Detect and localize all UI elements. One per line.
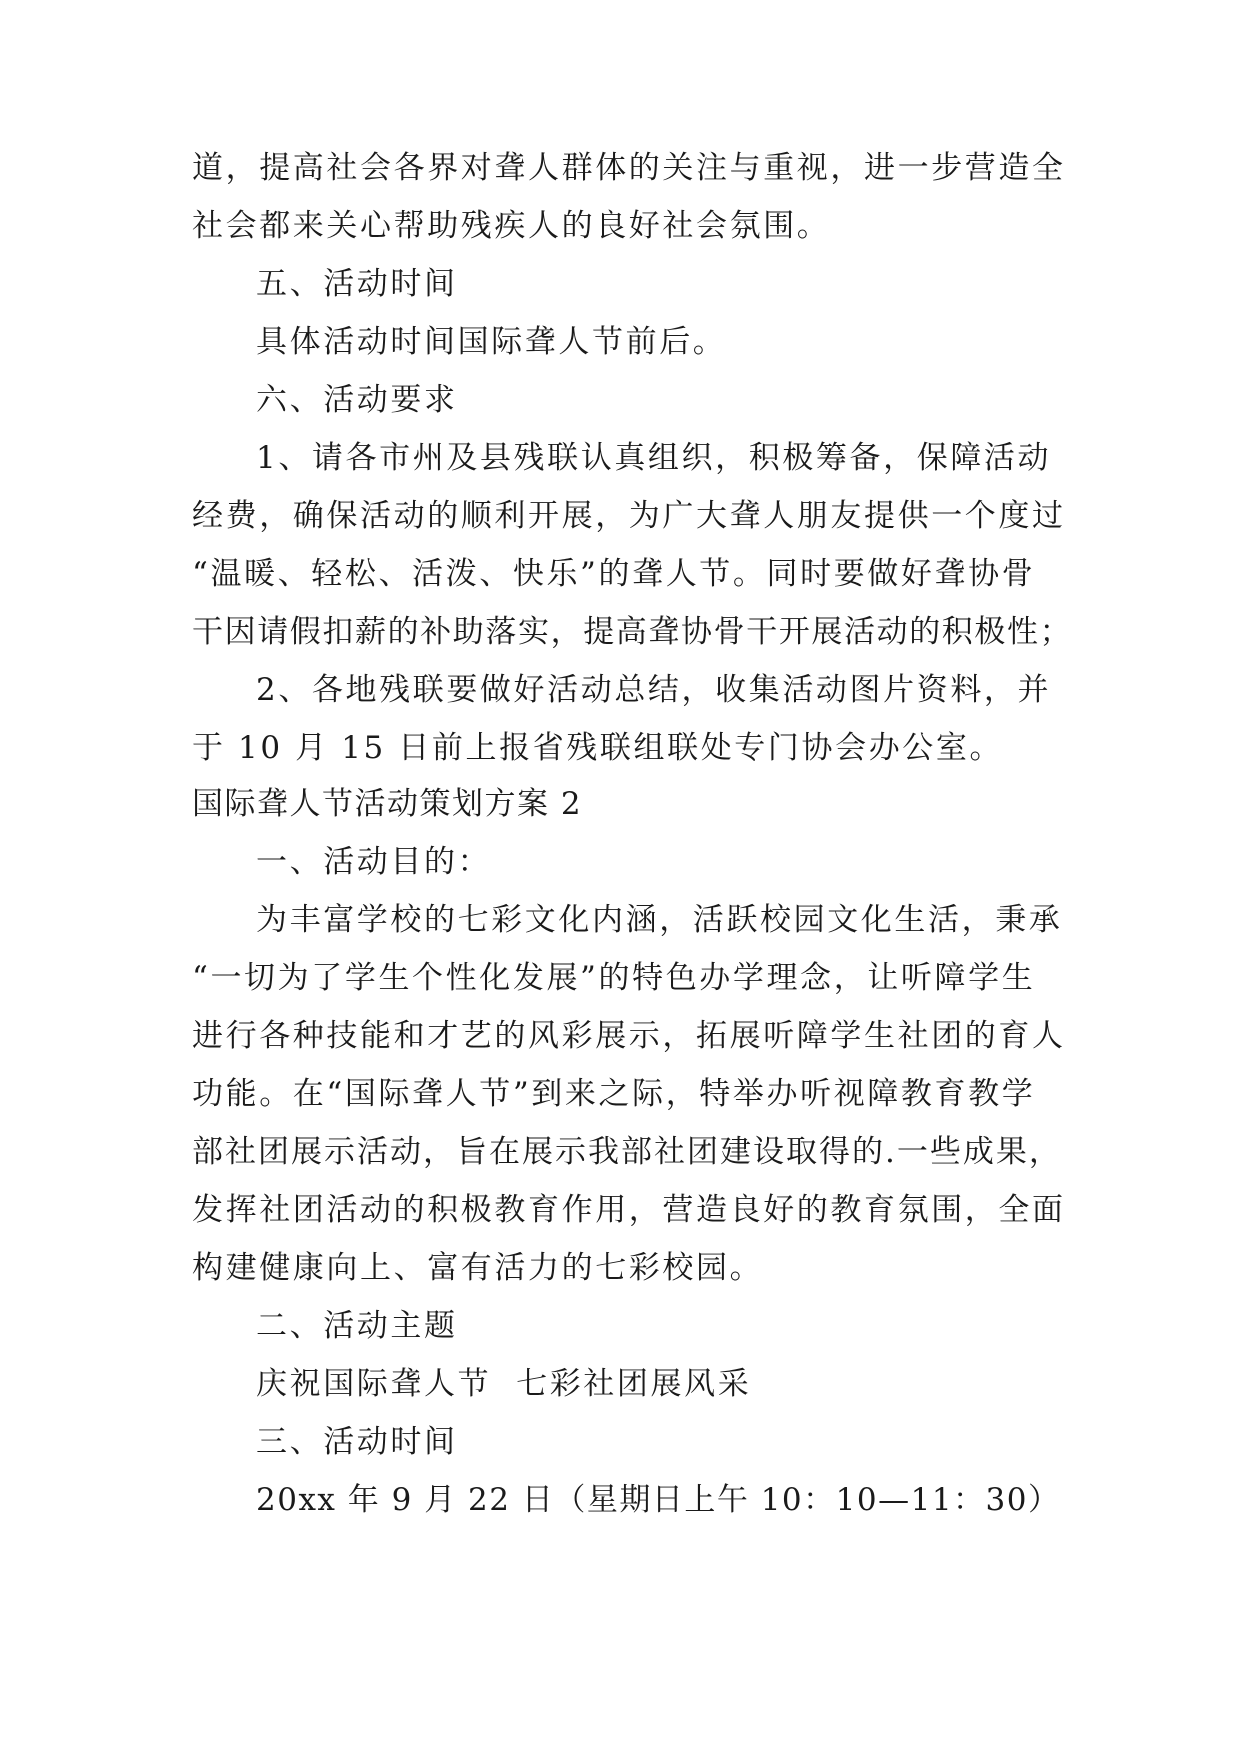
theme-text: 庆祝国际聋人节 七彩社团展风采 [256,1366,752,1402]
section-heading-purpose: 一、活动目的： [256,844,492,880]
section-heading-theme: 二、活动主题 [256,1308,458,1344]
body-text-line: 经费，确保活动的顺利开展，为广大聋人朋友提供一个度过 [192,498,1066,534]
body-text-line: 构建健康向上、富有活力的七彩校园。 [192,1250,764,1286]
plan-title: 国际聋人节活动策划方案 2 [192,786,583,822]
body-text-line: 于 10 月 15 日前上报省残联组联处专门协会办公室。 [192,730,1004,766]
body-text-line: 为丰富学校的七彩文化内涵，活跃校园文化生活，秉承 [256,902,1063,938]
section-heading-requirements: 六、活动要求 [256,382,458,418]
body-text-line: 功能。在“国际聋人节”到来之际，特举办听视障教育教学 [192,1076,1036,1112]
body-text-line: 道，提高社会各界对聋人群体的关注与重视，进一步营造全 [192,150,1066,186]
body-text-line: 具体活动时间国际聋人节前后。 [256,324,727,360]
body-text-line: “温暖、轻松、活泼、快乐”的聋人节。同时要做好聋协骨 [192,556,1036,592]
section-heading-time: 三、活动时间 [256,1424,458,1460]
body-text-line: “一切为了学生个性化发展”的特色办学理念，让听障学生 [192,960,1036,996]
body-text-line: 部社团展示活动，旨在展示我部社团建设取得的.一些成果， [192,1134,1062,1170]
body-text-line: 发挥社团活动的积极教育作用，营造良好的教育氛围，全面 [192,1192,1066,1228]
section-heading-activity-time: 五、活动时间 [256,266,458,302]
body-text-line: 社会都来关心帮助残疾人的良好社会氛围。 [192,208,831,244]
body-text-line: 进行各种技能和才艺的风彩展示，拓展听障学生社团的育人 [192,1018,1066,1054]
event-date-time: 20xx 年 9 月 22 日（星期日上午 10：10—11：30） [256,1482,1061,1518]
body-text-line: 1、请各市州及县残联认真组织，积极筹备，保障活动 [256,440,1052,476]
body-text-line: 2、各地残联要做好活动总结，收集活动图片资料，并 [256,672,1052,708]
body-text-line: 干因请假扣薪的补助落实，提高聋协骨干开展活动的积极性； [192,614,1073,650]
